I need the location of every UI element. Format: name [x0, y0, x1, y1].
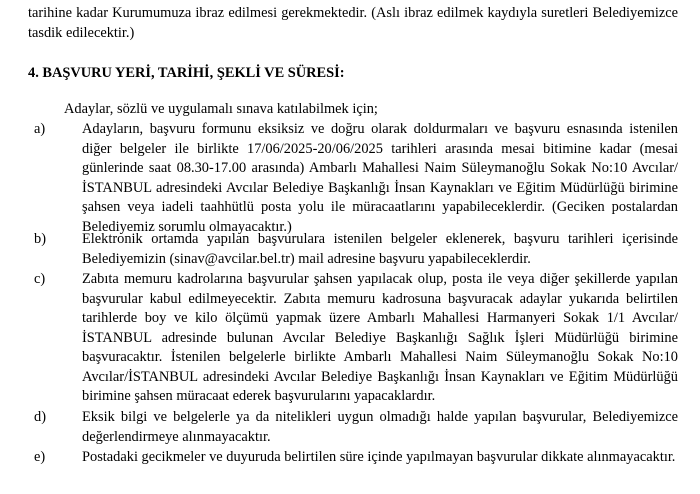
list-item-b	[28, 230, 678, 269]
list-item-text: Elektronik ortamda yapılan başvurulara istenilen belgeler eklenerek, başvuru tarihleri içerisinde Belediyemizin (sinav@avcilar.bel.tr) mail adresine başvuru yapabileceklerdir.	[82, 231, 678, 267]
section-heading: 4. BAŞVURU YERİ, TARİHİ, ŞEKLİ VE SÜRESİ:	[28, 65, 345, 81]
section-intro: Adaylar, sözlü ve uygulamalı sınava katılabilmek için;	[64, 101, 378, 117]
list-marker: a)	[34, 121, 46, 137]
list-item-text: Eksik bilgi ve belgelerle ya da nitelikleri uygun olmadığı halde yapılan başvurular, Belediyemizce değerlendirmeye alınmayacaktır.	[82, 409, 678, 445]
list-item-text: Adayların, başvuru formunu eksiksiz ve doğru olarak doldurmaları ve başvuru esnasında istenilen diğer belgeler ile birlikte 17/06/2025-20/06/2025 tarihleri arasında mesai bitimine kadar (mesai günlerinde saat 08.30-17.00 arasında) Ambarlı Mahallesi Naim Süleymanoğlu Sokak No:10 Avcılar/İSTANBUL adresindeki Avcılar Belediye Başkanlığı İnsan Kaynakları ve Eğitim Müdürlüğü birimine şahsen veya iadeli taahhütlü posta yolu ile müracaatlarını yapabileceklerdir. (Geciken postalardan Belediyemiz sorumlu olmayacaktır.)	[82, 121, 678, 235]
top-paragraph: tarihine kadar Kurumumuza ibraz edilmesi gerekmektedir. (Aslı ibraz edilmek kaydıyla suretleri Belediyemizce tasdik edilecektir.)	[28, 5, 678, 41]
list-item-text: Postadaki gecikmeler ve duyuruda belirtilen süre içinde yapılmayan başvurular dikkate alınmayacaktır.	[82, 449, 676, 465]
list-marker: e)	[34, 449, 46, 465]
list-marker: b)	[34, 231, 46, 247]
list-item-a	[28, 120, 678, 237]
list-marker: d)	[34, 409, 46, 425]
list-item-d	[28, 408, 678, 447]
list-item-text: Zabıta memuru kadrolarına başvurular şahsen yapılacak olup, posta ile veya diğer şekillerde yapılan başvurular kabul edilmeyecektir. Zabıta memuru kadrosuna başvuracak adaylar yukarıda belirtilen tarihlerde boy ve kilo ölçümü yapmak üzere Ambarlı Mahallesi Harmanyeri Sokak 1/1 Avcılar/İSTANBUL adresinde bulunan Avcılar Belediye Başkanlığı Sağlık İşleri Müdürlüğü birimine başvuracaktır. İstenilen belgelerle birlikte Ambarlı Mahallesi Naim Süleymanoğlu Sokak No:10 Avcılar/İSTANBUL adresindeki Avcılar Belediye Başkanlığı İnsan Kaynakları ve Eğitim Müdürlüğü birimine şahsen müracaat ederek başvurularını yapacaklardır.	[82, 271, 678, 404]
list-marker: c)	[34, 271, 46, 287]
list-item-e	[28, 448, 678, 468]
list-item-c	[28, 270, 678, 407]
